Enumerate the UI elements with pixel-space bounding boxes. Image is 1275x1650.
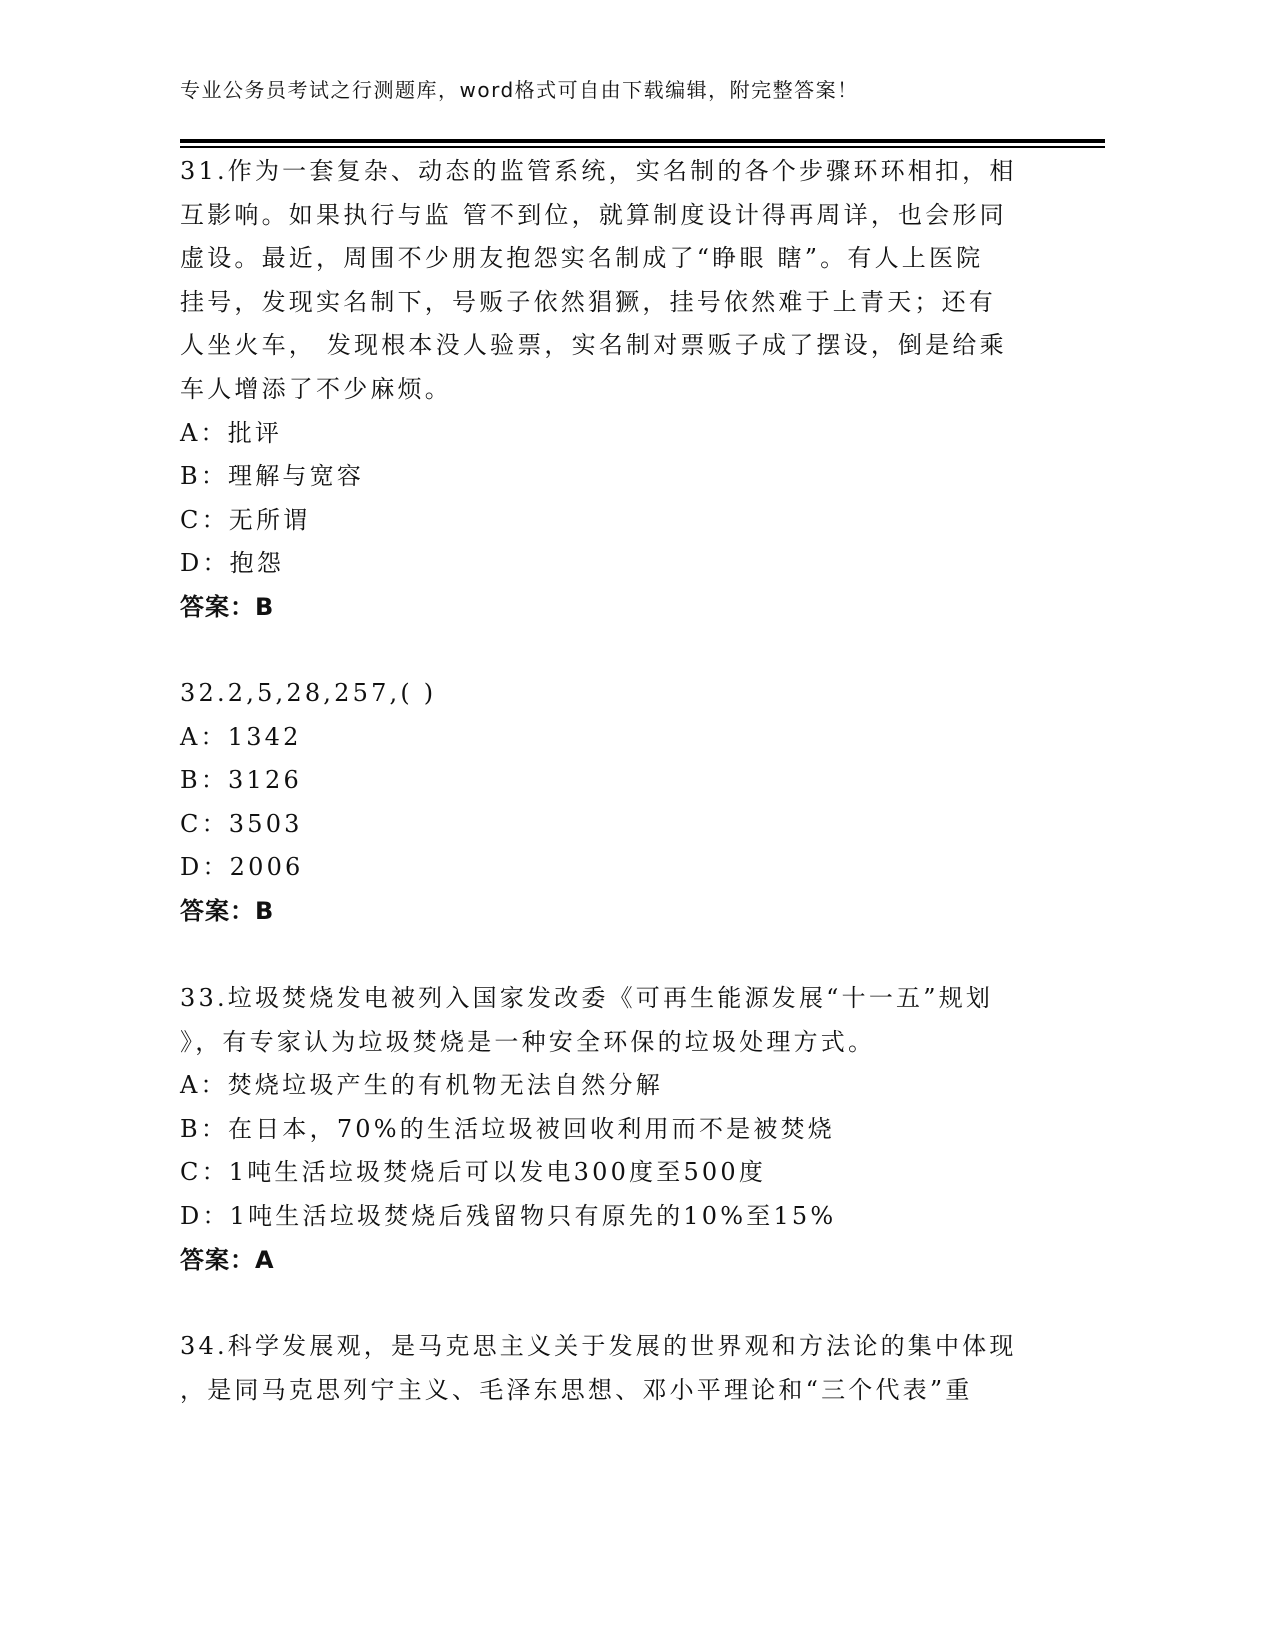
question-option: C：无所谓 <box>180 505 311 534</box>
question-option: D：1吨生活垃圾焚烧后残留物只有原先的10%至15% <box>180 1202 837 1230</box>
question-stem-line: 31.作为一套复杂、动态的监管系统，实名制的各个步骤环环相扣，相 <box>180 157 1017 185</box>
question-stem-line: 挂号，发现实名制下，号贩子依然猖獗，挂号依然难于上青天；还有 <box>180 287 996 316</box>
question-stem-line: 32.2,5,28,257,( ) <box>180 679 437 707</box>
question-option: B：理解与宽容 <box>180 462 365 491</box>
question-stem-line: 人坐火车， 发现根本没人验票，实名制对票贩子成了摆设，倒是给乘 <box>180 331 1007 360</box>
question-stem-line: 34.科学发展观，是马克思主义关于发展的世界观和方法论的集中体现 <box>180 1332 1017 1360</box>
header-rule-thin <box>180 146 1105 148</box>
question-option: B：在日本，70%的生活垃圾被回收利用而不是被焚烧 <box>180 1114 835 1143</box>
question-answer: 答案：A <box>180 1245 275 1274</box>
question-option: D：抱怨 <box>180 549 285 578</box>
page-header: 专业公务员考试之行测题库，word格式可自由下载编辑，附完整答案！ <box>180 78 859 102</box>
question-answer: 答案：B <box>180 593 275 621</box>
header-rule-thick <box>180 139 1105 143</box>
question-option: B：3126 <box>180 766 302 795</box>
question-option: C：3503 <box>180 809 303 838</box>
question-stem-line: 车人增添了不少麻烦。 <box>180 375 452 403</box>
question-option: A：1342 <box>180 722 302 751</box>
question-option: A：批评 <box>180 418 283 447</box>
question-stem-line: 虚设。最近，周围不少朋友抱怨实名制成了“睁眼 瞎”。有人上医院 <box>180 244 984 273</box>
question-stem-line: 互影响。如果执行与监 管不到位，就算制度设计得再周详，也会形同 <box>180 200 1007 229</box>
question-answer: 答案：B <box>180 897 275 925</box>
question-option: A：焚烧垃圾产生的有机物无法自然分解 <box>180 1071 663 1100</box>
question-stem-line: 33.垃圾焚烧发电被列入国家发改委《可再生能源发展“十一五”规划 <box>180 984 994 1012</box>
question-stem-line: 》，有专家认为垃圾焚烧是一种安全环保的垃圾处理方式。 <box>180 1027 876 1056</box>
question-stem-line: ，是同马克思列宁主义、毛泽东思想、邓小平理论和“三个代表”重 <box>180 1375 973 1404</box>
question-option: D：2006 <box>180 853 304 882</box>
question-option: C：1吨生活垃圾焚烧后可以发电300度至500度 <box>180 1158 767 1187</box>
